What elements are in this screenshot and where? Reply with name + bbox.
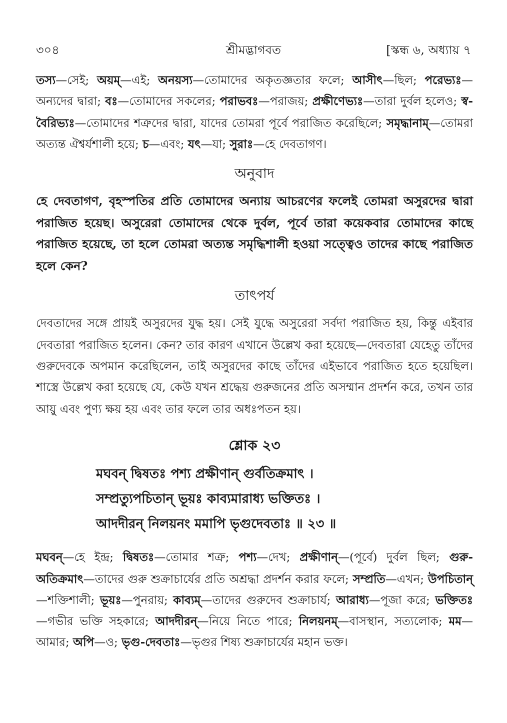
synonym-meaning: —তোমাদের শত্রুদের দ্বারা, যাদের তোমরা পূর্বে পরাজিত করেছিলে;	[74, 115, 387, 130]
synonym-meaning: —পূজা করে;	[368, 592, 436, 607]
synonym-meaning: —গভীর ভক্তি সহকারে;	[36, 614, 156, 629]
synonym-meaning: —তারা দুর্বল হলেও;	[363, 94, 462, 109]
synonym-meaning: —যা;	[200, 136, 230, 151]
synonym-meaning: —তোমার শত্রু;	[154, 550, 239, 565]
synonym-word: পরাভবঃ	[219, 94, 259, 109]
verse-block	[36, 462, 473, 537]
synonym-word: ভক্তিতঃ	[435, 592, 473, 607]
synonym-word: তস্য	[36, 73, 56, 87]
synonym-word: স্ব-বৈরিভ্যঃ	[36, 94, 474, 130]
synonym-word: গুরু-অতিক্রমাৎ	[36, 550, 473, 586]
synonym-meaning: —এই;	[120, 73, 159, 87]
verse-synonyms-block	[36, 547, 473, 653]
synonym-word: অপি	[73, 635, 95, 650]
page-header	[36, 42, 471, 64]
synonym-meaning: —তাদের গুরুদেব শুক্রাচার্য;	[200, 592, 336, 607]
synonym-word: মঘবন্	[36, 550, 63, 565]
synonym-word: নিলয়নম্	[298, 614, 338, 629]
synonym-word: অনয়স্য	[158, 73, 193, 87]
synonym-meaning: —দেখ;	[256, 550, 300, 565]
synonym-word: বঃ	[105, 94, 118, 109]
synonym-word: আসীৎ	[352, 73, 383, 87]
synonym-meaning: —সেই;	[55, 73, 97, 87]
synonym-word: দ্বিষতঃ	[122, 550, 155, 565]
synonym-meaning: —ছিল;	[382, 73, 425, 87]
purport-text: দেবতাদের সঙ্গে প্রায়ই অসুরদের যুদ্ধ হয়। সেই যুদ্ধে অসুরেরা সর্বদা পরাজিত হয়, কিন্তু এইবার দেবতারা পরাজিত হলেন। কেন? তার কারণ এখানে উল্লেখ করা হয়েছে—দেবতারা যেহেতু তাঁদের গুরুদেবকে অপমান করেছিলেন, তাই অসুরদের কাছে তাঁদের এইভাবে পরাজিত হতে হয়েছিল। শাস্ত্রে উল্লেখ করা হয়েছে যে, কেউ যখন শ্রদ্ধেয় গুরুজনের প্রতি অসম্মান প্রদর্শন করে, তখন তার আয়ু এবং পুণ্য ক্ষয় হয় এবং তার ফলে তার অধঃপতন হয়।	[36, 316, 473, 416]
synonym-meaning: —(পূর্বে) দুর্বল ছিল;	[337, 550, 450, 565]
synonym-word: ভূয়ঃ	[99, 592, 122, 607]
synonym-word: উপচিতান্	[427, 571, 473, 586]
page-number: ৩০৪	[36, 43, 60, 57]
canto-chapter-reference: [স্কন্ধ ৬, অধ্যায় ৭	[386, 43, 471, 57]
verse-line: আদদীরন্ নিলয়নং মমাপি ভৃগুদেবতাঃ ॥ ২৩ ॥	[96, 517, 337, 533]
synonym-meaning: —তোমাদের অকৃতজ্ঞতার ফলে;	[192, 73, 353, 87]
synonym-meaning: —ও;	[94, 635, 122, 650]
synonym-meaning: —তোমাদের সকলের;	[117, 94, 220, 109]
synonym-word: কাব্যম্	[173, 592, 201, 607]
synonym-word: ভৃগু-দেবতাঃ	[121, 635, 181, 650]
synonym-meaning: —তাদের গুরু শুক্রাচার্যের প্রতি অশ্রদ্ধা প্রদর্শন করার ফলে;	[83, 571, 353, 586]
book-title: শ্রীমদ্ভাগবত	[225, 43, 281, 57]
synonym-meaning: —তোমরা অত্যন্ত ঐশ্বর্যশালী হয়ে;	[36, 115, 473, 151]
synonym-word: আদদীরন্	[155, 614, 198, 629]
synonyms-block	[36, 70, 473, 155]
synonym-word: পরেভ্যঃ	[424, 73, 462, 87]
synonym-meaning: —এখন;	[385, 571, 428, 586]
synonym-word: পশ্য	[238, 550, 257, 565]
verse-line: সম্প্রত্যুপচিতান্ ভূয়ঃ কাব্যমারাধ্য ভক্তিতঃ ।	[96, 492, 321, 508]
synonym-word: অয়ম্	[97, 73, 121, 87]
synonym-word: আরাধ্য	[335, 592, 369, 607]
synonym-word: সমৃদ্ধানাম্	[386, 115, 429, 130]
synonym-word: প্রক্ষীণেভ্যঃ	[312, 94, 364, 109]
synonym-word: যৎ	[187, 136, 201, 151]
synonym-meaning: —বাসস্থান, সত্যলোক;	[337, 614, 449, 629]
synonym-meaning: —হে ইন্দ্র;	[62, 550, 123, 565]
synonym-meaning: —নিয়ে নিতে পারে;	[197, 614, 299, 629]
translation-heading: অনুবাদ	[234, 166, 275, 183]
translation-text: হে দেবতাগণ, বৃহস্পতির প্রতি তোমাদের অন্যায় আচরণের ফলেই তোমরা অসুরদের দ্বারা পরাজিত হয়েছ। অসুরেরা তোমাদের থেকে দুর্বল, পূর্বে তারা কয়েকবার তোমাদের কাছে পরাজিত হয়েছে, তা হলে তোমরা অত্যন্ত সমৃদ্ধিশালী হওয়া সত্ত্বেও তাদের কাছে পরাজিত হলে কেন?	[36, 194, 473, 273]
synonym-word: প্রক্ষীণান্	[299, 550, 338, 565]
synonym-word: সম্প্রতি	[352, 571, 386, 586]
verse-heading: শ্লোক ২৩	[228, 438, 281, 455]
synonym-meaning: —পুনরায়;	[121, 592, 174, 607]
synonym-meaning: —অন্যদের দ্বারা;	[36, 73, 474, 109]
page-body	[36, 70, 473, 654]
purport-heading: তাৎপর্য	[234, 288, 275, 305]
verse-line: মঘবন্ দ্বিষতঃ পশ্য প্রক্ষীণান্ গুর্বতিক্রমাৎ ।	[96, 467, 314, 483]
synonym-word: চ	[142, 136, 149, 151]
synonym-word: সুরাঃ	[229, 136, 254, 151]
synonym-meaning: —হে দেবতাগণ।	[253, 136, 327, 151]
synonym-meaning: —আমার;	[36, 614, 473, 650]
synonym-word: মম	[448, 614, 462, 629]
synonym-meaning: —ভৃগুর শিষ্য শুক্রাচার্যের মহান ভক্ত।	[180, 635, 348, 650]
synonym-meaning: —পরাজয়;	[258, 94, 313, 109]
synonym-meaning: —এবং;	[148, 136, 188, 151]
synonym-meaning: —শক্তিশালী;	[36, 592, 100, 607]
